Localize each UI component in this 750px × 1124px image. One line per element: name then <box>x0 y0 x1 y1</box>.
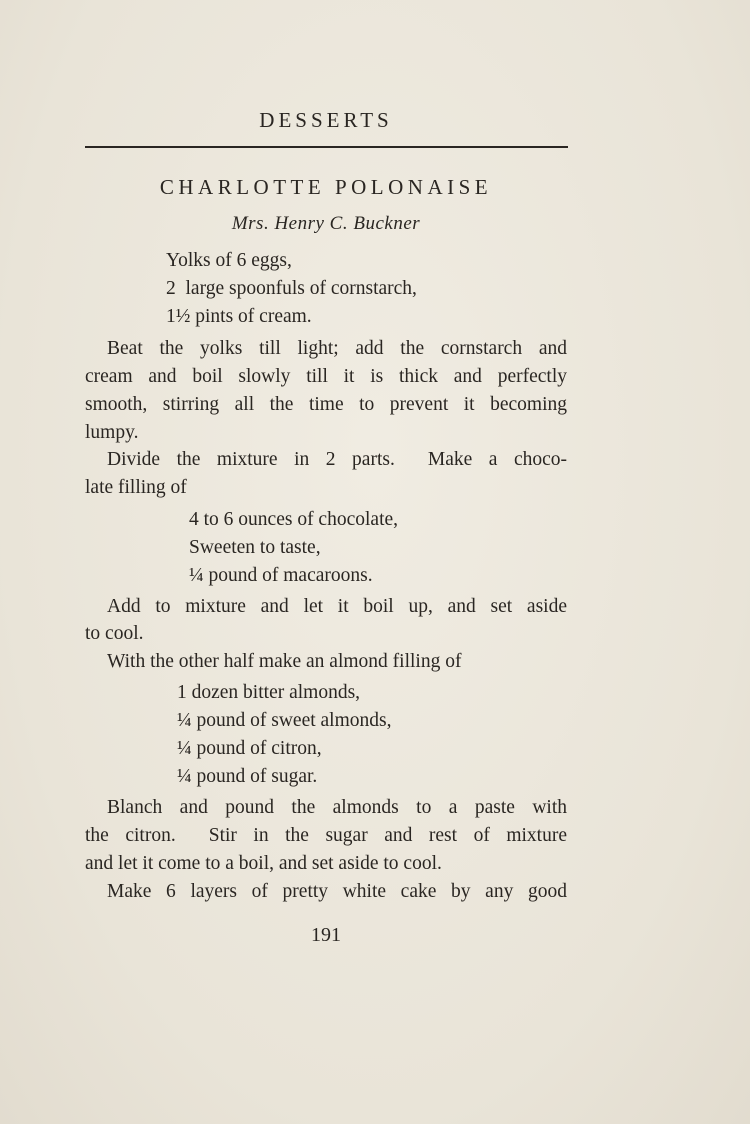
ingredient-line: Yolks of 6 eggs, <box>166 250 292 271</box>
ingredient-line: 2 large spoonfuls of cornstarch, <box>166 278 417 299</box>
paragraph-line: lumpy. <box>85 422 139 443</box>
paragraph-line: the citron. Stir in the sugar and rest of mixture <box>85 825 567 846</box>
paragraph-line: Blanch and pound the almonds to a paste with <box>107 797 567 818</box>
paragraph-line: Add to mixture and let it boil up, and set aside <box>107 596 567 617</box>
recipe-title: CHARLOTTE POLONAISE <box>159 175 493 199</box>
ingredient-line: ¼ pound of citron, <box>177 738 322 759</box>
page-number: 191 <box>311 924 341 946</box>
paragraph-line: to cool. <box>85 623 144 644</box>
paragraph-line: Beat the yolks till light; add the cornstarch and <box>107 338 567 359</box>
ingredient-line: 1½ pints of cream. <box>166 306 312 327</box>
paragraph-line: smooth, stirring all the time to prevent it becoming <box>85 394 567 415</box>
paragraph-line: and let it come to a boil, and set aside to cool. <box>85 853 442 874</box>
paragraph-line: late filling of <box>85 477 187 498</box>
header-rule <box>85 146 568 148</box>
paragraph-line: cream and boil slowly till it is thick and perfectly <box>85 366 567 387</box>
ingredient-line: 4 to 6 ounces of chocolate, <box>189 509 399 530</box>
paragraph-line: With the other half make an almond filling of <box>107 651 462 672</box>
ingredient-line: ¼ pound of sugar. <box>177 766 318 787</box>
running-head: DESSERTS <box>259 108 393 132</box>
recipe-author: Mrs. Henry C. Buckner <box>231 213 421 234</box>
paragraph-line: Divide the mixture in 2 parts. Make a choco- <box>107 449 567 470</box>
paragraph-line: Make 6 layers of pretty white cake by any good <box>107 881 567 902</box>
ingredient-line: 1 dozen bitter almonds, <box>177 682 361 703</box>
ingredient-line: Sweeten to taste, <box>189 537 321 558</box>
ingredient-line: ¼ pound of sweet almonds, <box>177 710 392 731</box>
ingredient-line: ¼ pound of macaroons. <box>189 565 373 586</box>
